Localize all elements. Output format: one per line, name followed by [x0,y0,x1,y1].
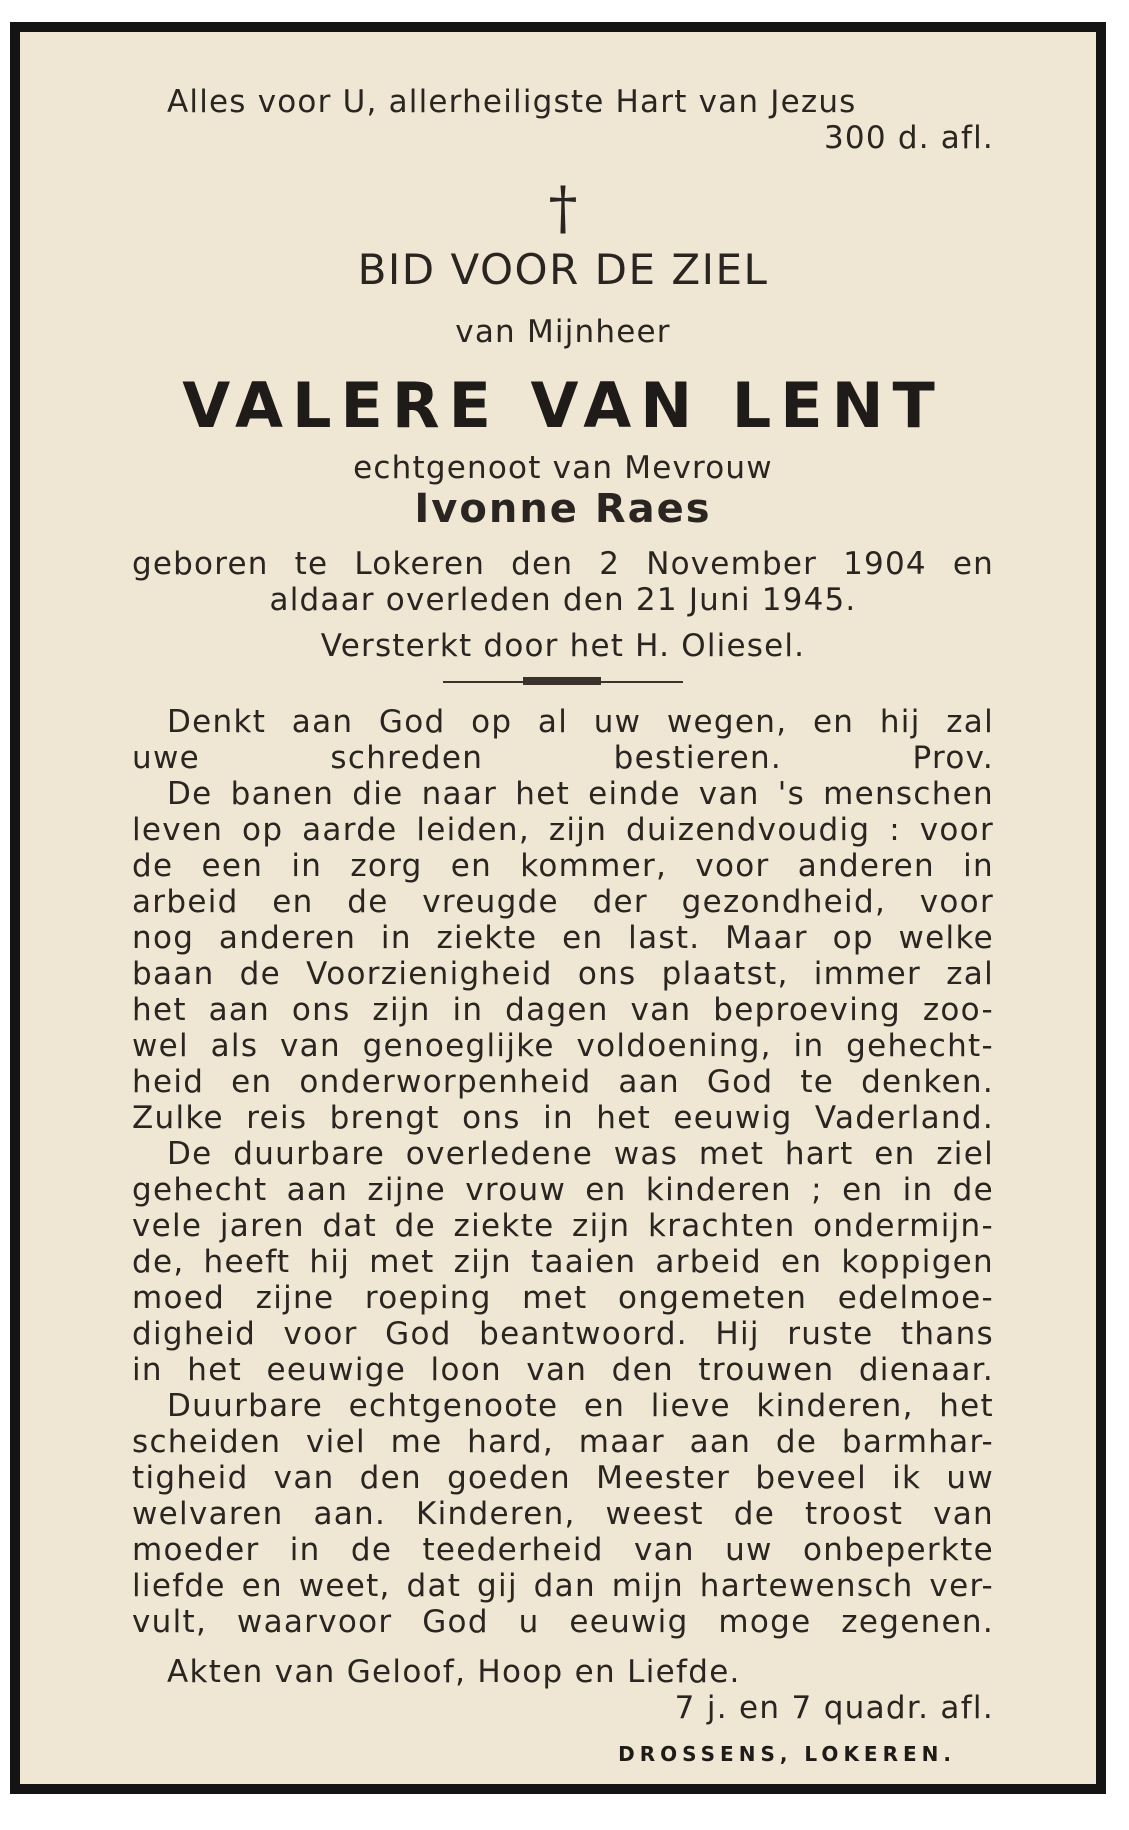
body-line: Duurbare echtgenoote en lieve kinderen, het [167,1388,994,1424]
body-line: gehecht aan zijne vrouw en kinderen ; en in de [132,1172,994,1208]
versterkt-line: Versterkt door het H. Oliesel. [320,628,806,664]
cross-icon: † [548,174,578,242]
spouse-name: Ivonne Raes [414,486,712,532]
proverb-text: uwe schreden bestieren. [132,740,783,776]
proverb-line [132,740,994,776]
birth-line: geboren te Lokeren den 2 November 1904 en [132,546,994,582]
header-indulgence: 300 d. afl. [824,120,994,156]
body-line: Zulke reis brengt ons in het eeuwig Vaderland. [132,1100,994,1136]
body-line: welvaren aan. Kinderen, weest de troost van [132,1496,994,1532]
body-line: vult, waarvoor God u eeuwig moge zegenen. [132,1604,994,1640]
body-line: in het eeuwige loon van den trouwen dienaar. [132,1352,994,1388]
body-line: tigheid van den goeden Meester beveel ik uw [132,1460,994,1496]
body-line: moeder in de teederheid van uw onbeperkte [132,1532,994,1568]
body-line: digheid voor God beantwoord. Hij ruste thans [132,1316,994,1352]
body-line: de, heeft hij met zijn taaien arbeid en koppigen [132,1244,994,1280]
printer-imprint: DROSSENS, LOKEREN. [618,1742,956,1766]
body-line: scheiden viel me hard, maar aan de barmhar- [132,1424,994,1460]
body-line: moed zijne roeping met ongemeten edelmoe- [132,1280,994,1316]
body-line: heid en onderworpenheid aan God te denken. [132,1064,994,1100]
body-line: vele jaren dat de ziekte zijn krachten ondermijn- [132,1208,994,1244]
body-line: baan de Voorzienigheid ons plaatst, immer zal [132,956,994,992]
van-mijnheer: van Mijnheer [455,314,671,350]
spouse-intro: echtgenoot van Mevrouw [353,450,773,486]
body-line: liefde en weet, dat gij dan mijn hartewensch ver- [132,1568,994,1604]
body-line: De duurbare overledene was met hart en ziel [167,1136,994,1172]
memorial-card [10,22,1106,1794]
bid-voor-de-ziel-heading: BID VOOR DE ZIEL [357,245,769,294]
death-line: aldaar overleden den 21 Juni 1945. [269,582,857,618]
deceased-name: VALERE VAN LENT [182,369,944,442]
body-line: wel als van genoeglijke voldoening, in gehecht- [132,1028,994,1064]
ornamental-divider [443,674,683,690]
body-line: het aan ons zijn in dagen van beproeving zoo- [132,992,994,1028]
text-body [132,704,994,1726]
body-line: de een in zorg en kommer, voor anderen in [132,848,994,884]
proverb-source: Prov. [912,740,995,776]
body-line: leven op aarde leiden, zijn duizendvoudig : voor [132,812,994,848]
closing-indulgence: 7 j. en 7 quadr. afl. [674,1690,994,1726]
card-content [132,84,994,1726]
body-line: nog anderen in ziekte en last. Maar op welke [132,920,994,956]
akten-line: Akten van Geloof, Hoop en Liefde. [167,1654,741,1690]
devotion-line: Alles voor U, allerheiligste Hart van Jezus [167,84,857,120]
body-line: De banen die naar het einde van 's menschen [167,776,994,812]
body-line: arbeid en de vreugde der gezondheid, voor [132,884,994,920]
proverb-line: Denkt aan God op al uw wegen, en hij zal [167,704,994,740]
